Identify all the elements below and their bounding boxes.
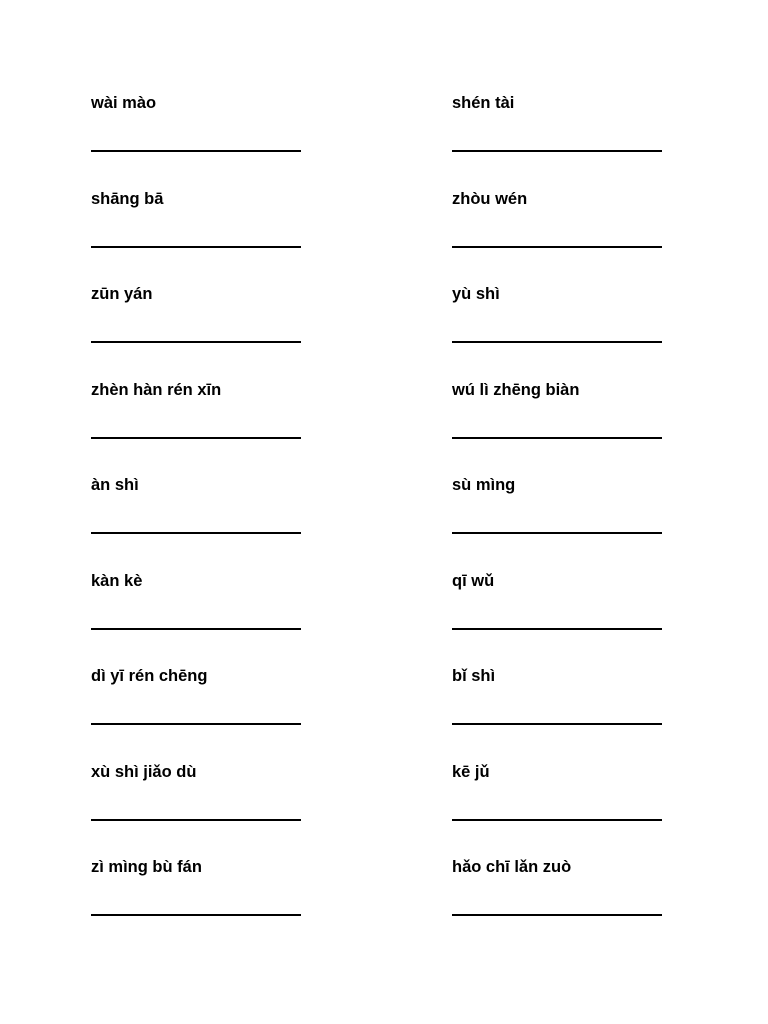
left-column	[91, 93, 311, 953]
pinyin-prompt: wú lì zhēng biàn	[452, 380, 580, 399]
pinyin-prompt: xù shì jiǎo dù	[91, 762, 197, 781]
answer-blank-line[interactable]	[91, 246, 301, 248]
worksheet-item	[91, 189, 311, 285]
answer-blank-line[interactable]	[452, 723, 662, 725]
pinyin-prompt: shén tài	[452, 94, 515, 112]
worksheet-item	[452, 571, 672, 667]
answer-blank-line[interactable]	[91, 150, 301, 152]
worksheet-item	[91, 475, 311, 571]
answer-blank-line[interactable]	[452, 914, 662, 916]
worksheet-item	[452, 762, 672, 858]
pinyin-prompt: àn shì	[91, 476, 139, 494]
worksheet-item	[452, 189, 672, 285]
answer-blank-line[interactable]	[452, 341, 662, 343]
answer-blank-line[interactable]	[91, 437, 301, 439]
worksheet-item	[91, 284, 311, 380]
worksheet-item	[452, 666, 672, 762]
worksheet-item	[452, 475, 672, 571]
answer-blank-line[interactable]	[452, 246, 662, 248]
answer-blank-line[interactable]	[91, 819, 301, 821]
worksheet-item	[91, 380, 311, 476]
worksheet-item	[452, 857, 672, 953]
pinyin-prompt: zūn yán	[91, 285, 153, 303]
pinyin-prompt: kē jǔ	[452, 762, 490, 781]
pinyin-prompt: wài mào	[91, 94, 157, 112]
answer-blank-line[interactable]	[452, 150, 662, 152]
worksheet-item	[91, 571, 311, 667]
right-column	[452, 93, 672, 953]
answer-blank-line[interactable]	[452, 628, 662, 630]
pinyin-prompt: kàn kè	[91, 571, 143, 590]
answer-blank-line[interactable]	[91, 723, 301, 725]
answer-blank-line[interactable]	[91, 532, 301, 534]
worksheet-item	[452, 380, 672, 476]
worksheet-item	[452, 93, 672, 189]
pinyin-prompt: qī wǔ	[452, 571, 495, 590]
answer-blank-line[interactable]	[452, 437, 662, 439]
worksheet-item	[91, 857, 311, 953]
worksheet-item	[452, 284, 672, 380]
worksheet-item	[91, 93, 311, 189]
pinyin-prompt: zì mìng bù fán	[91, 858, 202, 876]
answer-blank-line[interactable]	[91, 341, 301, 343]
answer-blank-line[interactable]	[452, 819, 662, 821]
answer-blank-line[interactable]	[91, 628, 301, 630]
pinyin-prompt: dì yī rén chēng	[91, 667, 208, 685]
worksheet-item	[91, 762, 311, 858]
answer-blank-line[interactable]	[452, 532, 662, 534]
pinyin-prompt: yù shì	[452, 285, 500, 303]
pinyin-prompt: zhòu wén	[452, 189, 528, 208]
pinyin-prompt: sù mìng	[452, 476, 516, 494]
pinyin-prompt: shāng bā	[91, 189, 164, 208]
worksheet-item	[91, 666, 311, 762]
pinyin-prompt: bǐ shì	[452, 667, 496, 685]
pinyin-prompt: hǎo chī lǎn zuò	[452, 858, 572, 876]
answer-blank-line[interactable]	[91, 914, 301, 916]
pinyin-prompt: zhèn hàn rén xīn	[91, 380, 222, 399]
